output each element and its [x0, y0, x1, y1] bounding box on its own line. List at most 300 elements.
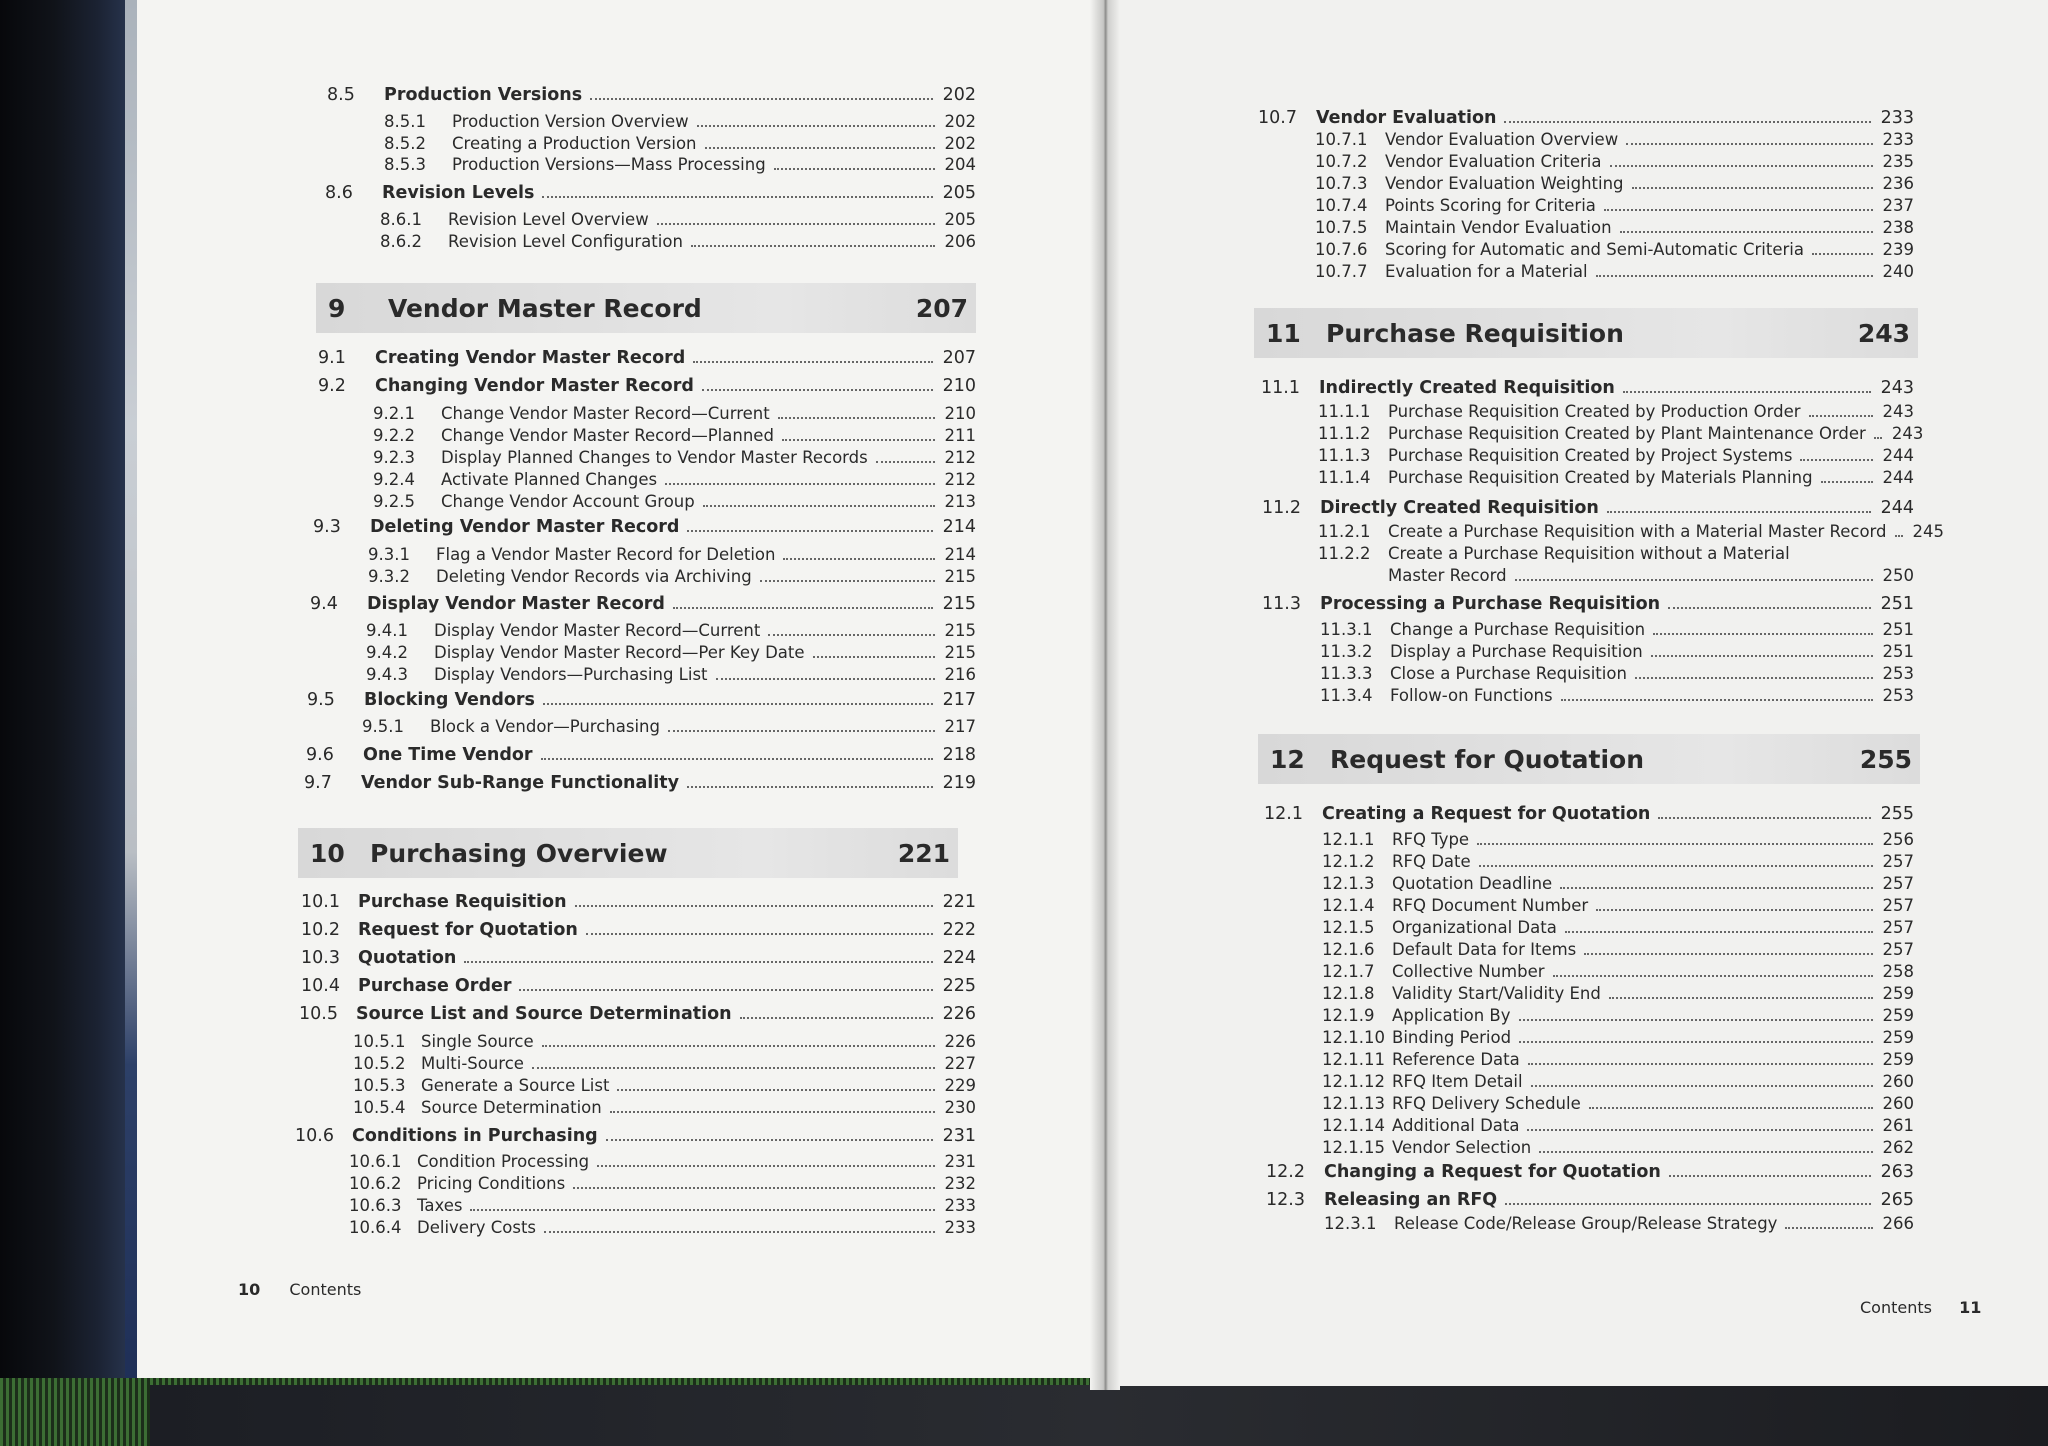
toc-entry-number: 10.6.1 — [349, 1152, 402, 1171]
toc-entry-number: 10.5.4 — [353, 1098, 406, 1117]
toc-subsection-entry — [1322, 830, 1914, 850]
chapter-number: 9 — [328, 293, 346, 323]
dot-leader — [1505, 1203, 1870, 1205]
toc-entry-page: 236 — [1882, 174, 1914, 193]
toc-entry-title: Application By — [1392, 1006, 1511, 1025]
toc-entry-title: Source Determination — [421, 1098, 602, 1117]
dot-leader — [1874, 437, 1882, 439]
toc-entry-page: 202 — [942, 85, 976, 105]
toc-entry-title: Maintain Vendor Evaluation — [1385, 218, 1612, 237]
toc-entry-page: 227 — [944, 1054, 976, 1073]
toc-entry-page: 266 — [1882, 1214, 1914, 1233]
toc-entry-title: Creating a Production Version — [452, 134, 697, 153]
toc-entry-page: 259 — [1882, 1006, 1914, 1025]
toc-entry-number: 8.6 — [325, 183, 353, 203]
toc-subsection-entry — [366, 665, 976, 685]
dot-leader — [691, 245, 935, 247]
dot-leader — [532, 1067, 935, 1069]
toc-entry-title: Vendor Sub-Range Functionality — [361, 773, 680, 793]
toc-entry-title: Change Vendor Master Record—Planned — [441, 426, 774, 445]
toc-entry-number: 12.3 — [1266, 1190, 1305, 1210]
toc-entry-title: Pricing Conditions — [417, 1174, 566, 1193]
toc-entry-title: Revision Level Overview — [448, 210, 649, 229]
toc-subsection-entry — [362, 717, 976, 737]
toc-subsection-entry — [1320, 686, 1914, 706]
toc-entry-number: 9.2.4 — [373, 470, 415, 489]
toc-entry-number: 10.7 — [1258, 108, 1297, 128]
toc-entry-title: Organizational Data — [1392, 918, 1557, 937]
toc-subsection-entry — [1318, 566, 1914, 586]
toc-entry-page: 253 — [1882, 686, 1914, 705]
dot-leader — [778, 417, 935, 419]
toc-entry-number: 12.1.15 — [1322, 1138, 1385, 1157]
chapter-title: Purchasing Overview — [370, 838, 668, 868]
toc-entry-number: 9.4.3 — [366, 665, 408, 684]
toc-entry-page: 230 — [944, 1098, 976, 1117]
toc-entry-number: 11.3.1 — [1320, 620, 1373, 639]
dot-leader — [575, 905, 933, 907]
toc-subsection-entry — [1315, 174, 1914, 194]
toc-section-entry — [306, 745, 976, 765]
toc-entry-number: 10.5.3 — [353, 1076, 406, 1095]
toc-entry-number: 11.2 — [1262, 498, 1301, 518]
book-cover-edge — [0, 0, 135, 1446]
toc-entry-page: 205 — [944, 210, 976, 229]
toc-entry-page: 257 — [1882, 874, 1914, 893]
dot-leader — [586, 933, 933, 935]
chapter-title: Purchase Requisition — [1326, 318, 1624, 348]
toc-section-entry — [301, 948, 976, 968]
toc-entry-number: 9.2.1 — [373, 404, 415, 423]
toc-entry-number: 11.1 — [1261, 378, 1300, 398]
toc-subsection-entry — [1318, 402, 1914, 422]
toc-entry-title: Blocking Vendors — [364, 690, 535, 710]
toc-entry-number: 10.5.1 — [353, 1032, 406, 1051]
toc-entry-page: 259 — [1882, 1028, 1914, 1047]
dot-leader — [1477, 843, 1872, 845]
toc-entry-title: Default Data for Items — [1392, 940, 1577, 959]
toc-entry-page: 259 — [1882, 1050, 1914, 1069]
toc-entry-number: 11.1.3 — [1318, 446, 1371, 465]
toc-entry-number: 12.1.13 — [1322, 1094, 1385, 1113]
toc-entry-page: 240 — [1882, 262, 1914, 281]
toc-entry-title: Deleting Vendor Master Record — [370, 517, 680, 537]
toc-entry-number: 11.3.3 — [1320, 664, 1373, 683]
toc-subsection-entry — [1315, 130, 1914, 150]
dot-leader — [1565, 931, 1873, 933]
dot-leader — [668, 730, 935, 732]
dot-leader — [1800, 459, 1872, 461]
toc-entry-title: One Time Vendor — [363, 745, 533, 765]
toc-section-entry — [310, 594, 976, 614]
toc-entry-title: Creating a Request for Quotation — [1322, 804, 1651, 824]
toc-entry-number: 10.5 — [299, 1004, 338, 1024]
toc-section-entry — [1262, 498, 1914, 518]
toc-entry-title: Close a Purchase Requisition — [1390, 664, 1627, 683]
toc-section-entry — [301, 892, 976, 912]
toc-entry-title: Creating Vendor Master Record — [375, 348, 686, 368]
dot-leader — [673, 607, 933, 609]
toc-entry-title: Purchase Requisition Created by Production Order — [1388, 402, 1801, 421]
toc-entry-title: Reference Data — [1392, 1050, 1520, 1069]
dot-leader — [1635, 677, 1873, 679]
chapter-heading — [1258, 734, 1920, 784]
toc-subsection-entry — [1318, 522, 1945, 542]
toc-subsection-entry — [1315, 152, 1914, 172]
toc-section-entry — [318, 348, 976, 368]
toc-subsection-entry — [1320, 642, 1914, 662]
toc-entry-page: 245 — [1912, 522, 1945, 541]
toc-section-entry — [313, 517, 976, 537]
dot-leader — [464, 961, 932, 963]
dot-leader — [716, 678, 935, 680]
toc-subsection-entry — [349, 1218, 976, 1238]
dot-leader — [703, 505, 935, 507]
toc-entry-page: 257 — [1882, 918, 1914, 937]
toc-entry-number: 12.1.12 — [1322, 1072, 1385, 1091]
chapter-page: 255 — [1859, 744, 1912, 774]
toc-entry-page: 206 — [944, 232, 976, 251]
toc-entry-number: 12.1.11 — [1322, 1050, 1385, 1069]
toc-entry-number: 9.3 — [313, 517, 341, 537]
toc-entry-page: 251 — [1882, 642, 1914, 661]
dot-leader — [1584, 953, 1872, 955]
toc-subsection-entry — [349, 1174, 976, 1194]
toc-entry-title: Indirectly Created Requisition — [1319, 378, 1615, 398]
toc-subsection-entry — [1322, 874, 1914, 894]
toc-entry-number: 12.1.2 — [1322, 852, 1375, 871]
toc-entry-number: 8.5.2 — [384, 134, 426, 153]
dot-leader — [1607, 511, 1871, 513]
toc-entry-number: 9.3.1 — [368, 545, 410, 564]
toc-entry-page: 225 — [942, 976, 976, 996]
toc-subsection-entry — [1322, 1072, 1914, 1092]
toc-section-entry — [301, 920, 976, 940]
dot-leader — [1553, 975, 1873, 977]
toc-entry-number: 10.2 — [301, 920, 340, 940]
toc-entry-page: 226 — [942, 1004, 976, 1024]
toc-entry-number: 8.6.1 — [380, 210, 422, 229]
dot-leader — [665, 483, 934, 485]
dot-leader — [1527, 1129, 1872, 1131]
toc-entry-page: 243 — [1891, 424, 1924, 443]
dot-leader — [702, 389, 933, 391]
toc-subsection-entry — [373, 470, 976, 490]
toc-entry-page: 257 — [1882, 852, 1914, 871]
toc-subsection-entry — [366, 643, 976, 663]
toc-entry-page: 205 — [942, 183, 976, 203]
toc-entry-title: RFQ Item Detail — [1392, 1072, 1523, 1091]
toc-entry-title: Change a Purchase Requisition — [1390, 620, 1646, 639]
toc-entry-page: 216 — [944, 665, 976, 684]
dot-leader — [610, 1111, 935, 1113]
toc-entry-number: 10.6.4 — [349, 1218, 402, 1237]
toc-entry-title: Source List and Source Determination — [356, 1004, 732, 1024]
toc-entry-title: Display Planned Changes to Vendor Master Records — [441, 448, 868, 467]
toc-entry-title: Activate Planned Changes — [441, 470, 658, 489]
toc-entry-title: Conditions in Purchasing — [352, 1126, 598, 1146]
dot-leader — [542, 1045, 935, 1047]
dot-leader — [597, 1165, 934, 1167]
toc-entry-page: 215 — [944, 621, 976, 640]
page-number: 10 — [238, 1280, 261, 1299]
toc-entry-title: Revision Levels — [382, 183, 535, 203]
toc-entry-number: 10.7.5 — [1315, 218, 1368, 237]
dot-leader — [1504, 121, 1870, 123]
toc-entry-title: Scoring for Automatic and Semi-Automatic Criteria — [1385, 240, 1804, 259]
toc-subsection-entry — [384, 155, 976, 175]
toc-entry-number: 10.5.2 — [353, 1054, 406, 1073]
toc-entry-page: 231 — [942, 1126, 976, 1146]
toc-entry-title: Quotation Deadline — [1392, 874, 1553, 893]
toc-entry-number: 10.4 — [301, 976, 340, 996]
dot-leader — [1620, 231, 1873, 233]
toc-entry-number: 12.1.1 — [1322, 830, 1375, 849]
dot-leader — [606, 1139, 933, 1141]
toc-entry-title: Purchase Requisition Created by Plant Maintenance Order — [1388, 424, 1866, 443]
toc-entry-title: Changing a Request for Quotation — [1324, 1162, 1661, 1182]
toc-entry-number: 12.1.7 — [1322, 962, 1375, 981]
toc-section-entry — [301, 976, 976, 996]
toc-entry-title: Request for Quotation — [358, 920, 578, 940]
chapter-heading — [1254, 308, 1918, 358]
dot-leader — [519, 989, 932, 991]
toc-entry-title: Display Vendor Master Record—Per Key Date — [434, 643, 805, 662]
toc-entry-number: 10.7.7 — [1315, 262, 1368, 281]
dot-leader — [876, 461, 935, 463]
dot-leader — [705, 147, 935, 149]
toc-subsection-entry — [1318, 424, 1924, 444]
toc-entry-title: Releasing an RFQ — [1324, 1190, 1498, 1210]
toc-entry-title: Release Code/Release Group/Release Strategy — [1394, 1214, 1778, 1233]
toc-subsection-entry — [366, 621, 976, 641]
dot-leader — [740, 1017, 933, 1019]
toc-entry-number: 9.2 — [318, 376, 346, 396]
toc-entry-number: 11.3 — [1262, 594, 1301, 614]
toc-entry-page: 212 — [944, 470, 976, 489]
toc-entry-page: 243 — [1882, 402, 1914, 421]
toc-entry-number: 12.1.6 — [1322, 940, 1375, 959]
toc-entry-title: Validity Start/Validity End — [1392, 984, 1601, 1003]
toc-entry-number: 12.1 — [1264, 804, 1303, 824]
toc-entry-title: Points Scoring for Criteria — [1385, 196, 1596, 215]
dot-leader — [1596, 909, 1872, 911]
toc-entry-title: Revision Level Configuration — [448, 232, 683, 251]
toc-entry-number: 10.1 — [301, 892, 340, 912]
dot-leader — [1610, 165, 1873, 167]
toc-entry-page: 260 — [1882, 1072, 1914, 1091]
dot-leader — [1479, 865, 1873, 867]
toc-entry-number: 11.1.2 — [1318, 424, 1371, 443]
dot-leader — [1604, 209, 1873, 211]
toc-subsection-entry — [1322, 1094, 1914, 1114]
toc-subsection-entry — [380, 210, 976, 230]
dot-leader — [1531, 1085, 1873, 1087]
toc-entry-number: 12.1.10 — [1322, 1028, 1385, 1047]
toc-entry-title: Production Versions — [384, 85, 583, 105]
toc-entry-page: 251 — [1882, 620, 1914, 639]
toc-subsection-entry — [353, 1032, 976, 1052]
toc-subsection-entry — [384, 112, 976, 132]
toc-entry-page: 217 — [944, 717, 976, 736]
toc-entry-page: 238 — [1882, 218, 1914, 237]
toc-entry-title: Taxes — [417, 1196, 463, 1215]
toc-entry-title: Purchase Requisition Created by Project Systems — [1388, 446, 1793, 465]
toc-entry-page: 261 — [1882, 1116, 1914, 1135]
dot-leader — [1812, 253, 1873, 255]
dot-leader — [1528, 1063, 1873, 1065]
toc-entry-title: Quotation — [358, 948, 457, 968]
toc-entry-title: Condition Processing — [417, 1152, 590, 1171]
toc-subsection-entry — [1322, 1116, 1914, 1136]
dot-leader — [1669, 1175, 1871, 1177]
toc-entry-number: 8.5.1 — [384, 112, 426, 131]
dot-leader — [1515, 579, 1873, 581]
toc-subsection-entry — [1322, 940, 1914, 960]
toc-entry-page: 262 — [1882, 1138, 1914, 1157]
toc-entry-number: 11.2.1 — [1318, 522, 1371, 541]
toc-entry-title: Deleting Vendor Records via Archiving — [436, 567, 752, 586]
toc-entry-page: 244 — [1882, 468, 1914, 487]
toc-entry-page: 257 — [1882, 896, 1914, 915]
toc-subsection-entry — [1320, 664, 1914, 684]
dot-leader — [470, 1209, 934, 1211]
toc-entry-number: 9.3.2 — [368, 567, 410, 586]
toc-entry-number: 12.3.1 — [1324, 1214, 1377, 1233]
toc-section-entry — [1266, 1162, 1914, 1182]
toc-subsection-entry — [1320, 620, 1914, 640]
toc-entry-page: 257 — [1882, 940, 1914, 959]
toc-entry-title: RFQ Date — [1392, 852, 1471, 871]
toc-entry-number: 11.3.4 — [1320, 686, 1373, 705]
toc-entry-page: 265 — [1880, 1190, 1914, 1210]
toc-entry-title: RFQ Delivery Schedule — [1392, 1094, 1581, 1113]
toc-entry-number: 11.2.2 — [1318, 544, 1371, 563]
toc-section-entry — [1258, 108, 1914, 128]
dot-leader — [544, 1231, 934, 1233]
dot-leader — [687, 530, 932, 532]
chapter-number: 11 — [1266, 318, 1301, 348]
toc-entry-title: Additional Data — [1392, 1116, 1520, 1135]
toc-entry-number: 9.5 — [307, 690, 335, 710]
toc-entry-number: 11.1.4 — [1318, 468, 1371, 487]
toc-entry-title: Vendor Evaluation Overview — [1385, 130, 1619, 149]
toc-entry-page: 256 — [1882, 830, 1914, 849]
toc-entry-title: Flag a Vendor Master Record for Deletion — [436, 545, 776, 564]
page-number: 11 — [1959, 1298, 1982, 1317]
toc-entry-title: Binding Period — [1392, 1028, 1512, 1047]
dot-leader — [1539, 1151, 1872, 1153]
toc-entry-title: Vendor Evaluation Weighting — [1385, 174, 1624, 193]
toc-subsection-entry — [1322, 1138, 1914, 1158]
toc-entry-page: 243 — [1880, 378, 1914, 398]
dot-leader — [1785, 1227, 1872, 1229]
toc-section-entry — [1262, 594, 1914, 614]
toc-entry-page: 215 — [942, 594, 976, 614]
chapter-heading — [298, 828, 958, 878]
dot-leader — [1561, 699, 1873, 701]
toc-subsection-entry — [368, 545, 976, 565]
toc-entry-title: Follow-on Functions — [1390, 686, 1553, 705]
toc-entry-title: Master Record — [1388, 566, 1507, 585]
toc-entry-title: Purchase Requisition — [358, 892, 567, 912]
dot-leader — [541, 758, 933, 760]
toc-entry-page: 253 — [1882, 664, 1914, 683]
toc-entry-page: 218 — [942, 745, 976, 765]
page-gutter — [1090, 0, 1120, 1390]
dot-leader — [693, 361, 932, 363]
toc-subsection-entry — [1318, 468, 1914, 488]
toc-section-entry — [327, 85, 976, 105]
dot-leader — [1623, 391, 1871, 393]
toc-entry-title: Vendor Evaluation Criteria — [1385, 152, 1602, 171]
toc-entry-title: Production Version Overview — [452, 112, 689, 131]
toc-entry-number: 10.7.3 — [1315, 174, 1368, 193]
toc-entry-page: 204 — [944, 155, 976, 174]
toc-entry-title: Purchase Order — [358, 976, 512, 996]
toc-entry-number: 10.7.1 — [1315, 130, 1368, 149]
toc-entry-number: 10.7.2 — [1315, 152, 1368, 171]
toc-entry-page: 237 — [1882, 196, 1914, 215]
chapter-number: 12 — [1270, 744, 1305, 774]
chapter-heading — [316, 283, 976, 333]
dot-leader — [1596, 275, 1873, 277]
toc-subsection-entry — [1318, 544, 1914, 564]
chapter-page: 221 — [897, 838, 950, 868]
toc-subsection-entry — [1322, 984, 1914, 1004]
toc-subsection-entry — [1322, 962, 1914, 982]
toc-entry-title: Single Source — [421, 1032, 534, 1051]
toc-entry-page: 215 — [944, 643, 976, 662]
toc-entry-page: 229 — [944, 1076, 976, 1095]
toc-entry-number: 10.3 — [301, 948, 340, 968]
dot-leader — [617, 1089, 934, 1091]
toc-entry-title: Display Vendor Master Record—Current — [434, 621, 761, 640]
toc-entry-number: 9.4.2 — [366, 643, 408, 662]
right-footer — [1860, 1298, 1981, 1317]
dot-leader — [1560, 887, 1872, 889]
toc-subsection-entry — [373, 492, 976, 512]
dot-leader — [774, 168, 935, 170]
dot-leader — [1653, 633, 1872, 635]
toc-entry-page: 214 — [942, 517, 976, 537]
book-bottom-edge — [150, 1385, 2048, 1446]
toc-entry-number: 12.1.14 — [1322, 1116, 1385, 1135]
toc-entry-title: Change Vendor Account Group — [441, 492, 695, 511]
toc-entry-title: Evaluation for a Material — [1385, 262, 1588, 281]
dot-leader — [1626, 143, 1872, 145]
toc-subsection-entry — [353, 1098, 976, 1118]
toc-entry-number: 12.1.3 — [1322, 874, 1375, 893]
chapter-number: 10 — [310, 838, 345, 868]
toc-entry-page: 232 — [944, 1174, 976, 1193]
toc-entry-title: Display Vendors—Purchasing List — [434, 665, 708, 684]
toc-section-entry — [318, 376, 976, 396]
dot-leader — [1632, 187, 1873, 189]
toc-entry-page: 233 — [1882, 130, 1914, 149]
toc-subsection-entry — [1322, 896, 1914, 916]
toc-subsection-entry — [1322, 918, 1914, 938]
toc-entry-page: 235 — [1882, 152, 1914, 171]
dot-leader — [542, 196, 932, 198]
toc-subsection-entry — [1322, 1006, 1914, 1026]
toc-entry-title: Display a Purchase Requisition — [1390, 642, 1643, 661]
toc-section-entry — [1266, 1190, 1914, 1210]
toc-entry-title: Vendor Selection — [1392, 1138, 1532, 1157]
toc-entry-page: 255 — [1880, 804, 1914, 824]
toc-entry-number: 10.6 — [295, 1126, 334, 1146]
dot-leader — [697, 125, 935, 127]
